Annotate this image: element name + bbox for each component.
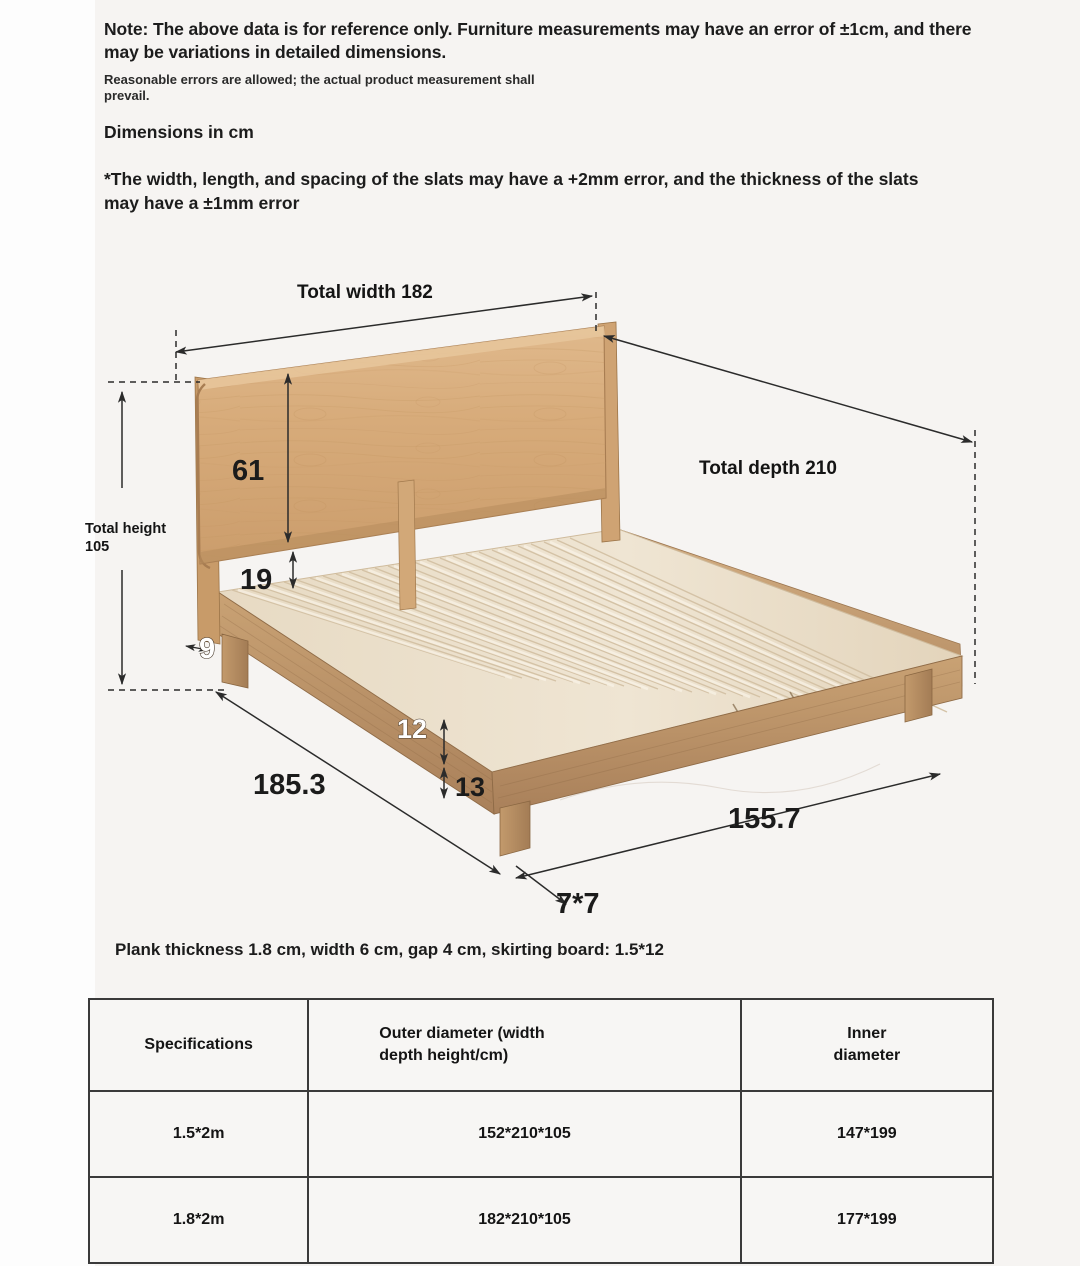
reasonable-error-note	[104, 72, 1054, 106]
bed-leg-back-left	[222, 634, 248, 688]
label-headboard-gap: 19	[240, 564, 273, 596]
label-rail-offset: 9	[199, 633, 216, 665]
cell-inner: 147*199	[741, 1091, 993, 1177]
notes-block	[104, 18, 1054, 216]
header-outer-diameter-line2: depth height/cm)	[379, 1047, 509, 1064]
label-leg-height: 13	[455, 772, 486, 802]
header-specifications: Specifications	[89, 999, 308, 1091]
bed-slat-deck	[218, 529, 962, 772]
label-frame-length: 185.3	[253, 769, 326, 801]
reasonable-error-line2: prevail.	[104, 88, 150, 104]
table-row	[89, 1177, 993, 1263]
label-total-height-line2: 105	[85, 539, 110, 555]
reference-note	[104, 18, 1054, 65]
reasonable-error-line1: Reasonable errors are allowed; the actual product measurement shall	[104, 71, 535, 87]
dimensions-unit-label: Dimensions in cm	[104, 122, 254, 143]
cell-outer: 152*210*105	[308, 1091, 740, 1177]
header-inner-diameter-line2: diameter	[833, 1047, 901, 1064]
headboard-middle-support	[398, 480, 416, 610]
bed-leg-front-left	[500, 801, 530, 856]
reference-note-line2: may be variations in detailed dimensions.	[104, 42, 447, 63]
label-leg-section: 7*7	[556, 888, 600, 920]
label-total-depth: Total depth 210	[699, 458, 837, 479]
header-inner-diameter-line1: Inner	[847, 1025, 887, 1043]
bed-diagram-svg	[0, 252, 1080, 924]
label-total-width: Total width 182	[297, 282, 433, 303]
dim-line-total-depth	[604, 336, 972, 442]
label-frame-width: 155.7	[728, 803, 801, 835]
table-row	[89, 1091, 993, 1177]
header-inner-diameter	[741, 999, 993, 1091]
table-header-row	[89, 999, 993, 1091]
bed-leg-front-right	[905, 669, 932, 722]
bed-dimension-diagram	[0, 252, 1080, 924]
cell-inner: 177*199	[741, 1177, 993, 1263]
cell-spec: 1.5*2m	[89, 1091, 308, 1177]
label-rail-thickness: 12	[397, 714, 428, 744]
header-outer-diameter-line1: Outer diameter (width	[379, 1025, 545, 1043]
header-outer-diameter	[308, 999, 740, 1091]
label-total-height-line1: Total height	[85, 521, 167, 537]
label-headboard-height: 61	[232, 455, 265, 487]
specifications-table	[88, 998, 994, 1264]
plank-spec-line: Plank thickness 1.8 cm, width 6 cm, gap 4 cm, skirting board: 1.5*12	[115, 940, 664, 959]
cell-outer: 182*210*105	[308, 1177, 740, 1263]
reference-note-line1: Note: The above data is for reference only. Furniture measurements may have an error of ±1cm, and there	[104, 19, 972, 39]
slat-tolerance-note: *The width, length, and spacing of the slats may have a +2mm error, and the thickness of the slats may have a ±1mm error	[104, 169, 919, 213]
cell-spec: 1.8*2m	[89, 1177, 308, 1263]
